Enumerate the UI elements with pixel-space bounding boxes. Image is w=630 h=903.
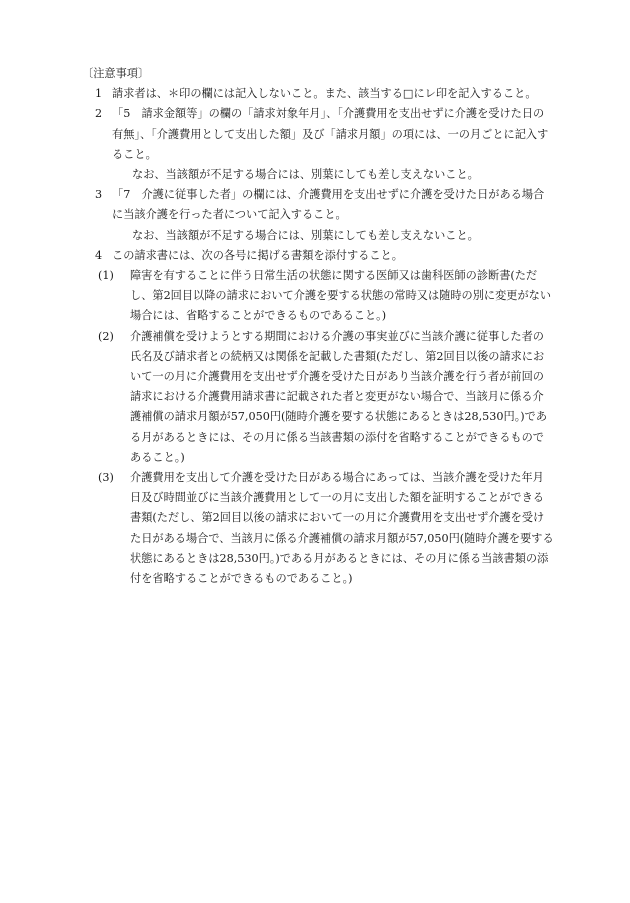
note-item-1 — [82, 84, 554, 104]
note-item-number: 3 — [95, 188, 103, 202]
note-item-text: 「7 介護に従事した者」の欄には、介護費用を支出せずに介護を受けた日がある場合に当該介護を行った者について記入すること。 — [112, 188, 545, 222]
note-subitem-number: (3) — [98, 471, 114, 485]
note-item-2-supplement: なお、当該額が不足する場合には、別葉にしても差し支えないこと。 — [132, 168, 479, 182]
note-item-text: 「5 請求金額等」の欄の「請求対象年月」、「介護費用を支出せずに介護を受けた日の有無」、「介護費用として支出した額」及び「請求月額」の項には、一の月ごとに記入すること。 — [112, 107, 549, 161]
note-subitem-1 — [82, 266, 554, 327]
note-item-number: 4 — [95, 248, 103, 262]
note-item-text: この請求書には、次の各号に掲げる書類を添付すること。 — [112, 248, 403, 262]
note-subitem-number: (1) — [98, 269, 114, 283]
note-item-2 — [82, 104, 554, 165]
note-subitem-3 — [82, 468, 554, 589]
note-item-number: 2 — [95, 107, 103, 121]
note-subitem-text: 介護補償を受けようとする期間における介護の事実並びに当該介護に従事した者の氏名及び請求者との続柄又は関係を記載した書類(ただし、第2回目以後の請求において一の月に介護費用を支出せず介護を受けた日があり当該介護を行う者が前回の請求における介護費用請求書に記載された者と変更がない場合で、当該月に係る介護補償の請求月額が57,050円(随時介護を要する状態にあるときは28,530円。)である月があるときには、その月に係る当該書類の添付を省略することができるものであること。) — [130, 329, 548, 464]
notes-document — [82, 64, 554, 589]
note-item-text: 請求者は、＊印の欄には記入しないこと。また、該当する□にレ印を記入すること。 — [112, 87, 537, 101]
note-item-4 — [82, 246, 554, 266]
note-subitem-number: (2) — [98, 329, 114, 343]
note-item-3 — [82, 185, 554, 225]
note-subitem-text: 障害を有することに伴う日常生活の状態に関する医師又は歯科医師の診断書(ただし、第2回目以降の請求において介護を要する状態の常時又は随時の別に変更がない場合には、省略することができるものであること。) — [130, 269, 552, 323]
note-subitem-text: 介護費用を支出して介護を受けた日がある場合にあっては、当該介護を受けた年月日及び時間並びに当該介護費用として一の月に支出した額を証明することができる書類(ただし、第2回目以後の請求において一の月に介護費用を支出せず介護を受けた日がある場合で、当該月に係る介護補償の請求月額が57,050円(随時介護を要する状態にあるときは28,530円。)である月があるときには、その月に係る当該書類の添付を省略することができるものであること。) — [130, 471, 554, 586]
note-item-number: 1 — [95, 87, 103, 101]
notes-heading: 〔注意事項〕 — [82, 67, 150, 80]
note-item-3-supplement: なお、当該額が不足する場合には、別葉にしても差し支えないこと。 — [132, 228, 479, 242]
note-subitem-2 — [82, 327, 554, 468]
